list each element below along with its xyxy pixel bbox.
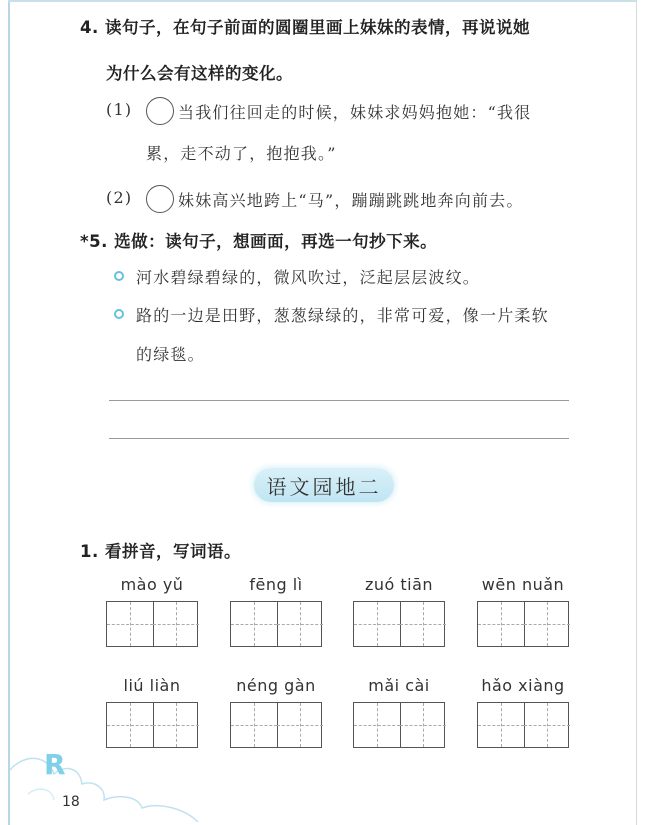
page-border-left <box>8 0 10 825</box>
q4-title-line2: 为什么会有这样的变化。 <box>106 64 293 83</box>
s1-title: 1. 看拼音，写词语。 <box>80 542 241 561</box>
writing-box[interactable] <box>477 702 569 748</box>
writing-box[interactable] <box>477 601 569 647</box>
copy-writing-line[interactable] <box>109 438 569 439</box>
writing-box[interactable] <box>230 601 322 647</box>
pinyin-label: fēng lì <box>249 575 303 594</box>
writing-box[interactable] <box>106 601 198 647</box>
page-border-right <box>636 0 637 825</box>
q4-item1-face-circle[interactable] <box>146 97 174 125</box>
pinyin-label: néng gàn <box>236 676 316 695</box>
pinyin-label: mào yǔ <box>120 575 184 594</box>
option-bullet-icon <box>114 271 124 281</box>
writing-box[interactable] <box>106 702 198 748</box>
section-banner: 语文园地二 <box>254 468 394 502</box>
pinyin-label: hǎo xiàng <box>481 676 565 695</box>
q4-item2-number: (2) <box>106 188 133 207</box>
page-top-edge <box>8 0 637 2</box>
q4-item2-face-circle[interactable] <box>146 185 174 213</box>
writing-box[interactable] <box>353 702 445 748</box>
pinyin-label: liú liàn <box>123 676 181 695</box>
writing-box[interactable] <box>230 702 322 748</box>
pinyin-label: wēn nuǎn <box>481 575 565 594</box>
writing-box[interactable] <box>353 601 445 647</box>
q4-item1-number: (1) <box>106 100 133 119</box>
page-number: 18 <box>62 794 80 810</box>
cloud-decoration-icon <box>8 750 208 825</box>
copy-writing-line[interactable] <box>109 400 569 401</box>
q4-title-line1: 4. 读句子，在句子前面的圆圈里画上妹妹的表情，再说说她 <box>80 18 530 37</box>
q5-option2-line1: 路的一边是田野，葱葱绿绿的，非常可爱，像一片柔软 <box>136 306 549 325</box>
q4-item1-line1: 当我们往回走的时候，妹妹求妈妈抱她：“我很 <box>178 103 532 122</box>
q4-item2-line1: 妹妹高兴地跨上“马”，蹦蹦跳跳地奔向前去。 <box>178 191 524 210</box>
option-bullet-icon <box>114 309 124 319</box>
r-logo-icon: R <box>44 748 66 781</box>
q5-title: *5. 选做：读句子，想画面，再选一句抄下来。 <box>80 232 438 251</box>
pinyin-label: zuó tiān <box>364 575 434 594</box>
q5-option2-line2: 的绿毯。 <box>136 345 205 364</box>
pinyin-label: mǎi cài <box>368 676 430 695</box>
q5-option1: 河水碧绿碧绿的，微风吹过，泛起层层波纹。 <box>136 268 481 287</box>
q4-item1-line2: 累，走不动了，抱抱我。” <box>146 144 337 163</box>
